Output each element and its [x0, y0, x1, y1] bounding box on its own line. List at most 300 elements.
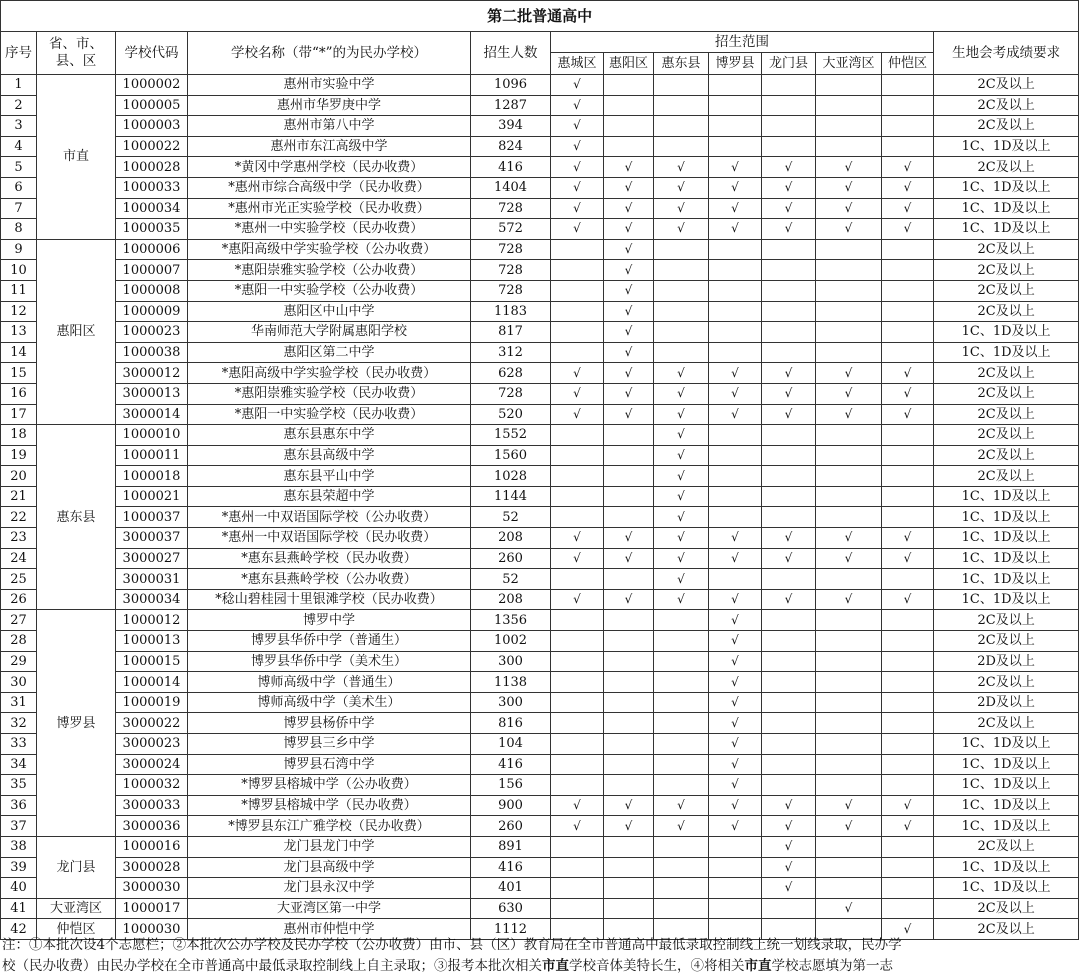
- check-mark-icon: √: [573, 77, 581, 92]
- scope-cell: [654, 795, 709, 816]
- code-cell: 1000002: [116, 75, 188, 96]
- scope-cell: [762, 239, 816, 260]
- scope-cell: [882, 301, 934, 322]
- header-enroll: 招生人数: [471, 32, 551, 75]
- seq-cell: 37: [1, 816, 37, 837]
- seq-cell: 21: [1, 486, 37, 507]
- scope-cell: [709, 857, 762, 878]
- table-row: [1, 486, 1079, 507]
- table-row: [1, 280, 1079, 301]
- scope-cell: [882, 589, 934, 610]
- check-mark-icon: √: [844, 200, 853, 215]
- code-cell: 1000023: [116, 322, 188, 343]
- table-row: [1, 651, 1079, 672]
- enroll-cell: 1560: [471, 445, 551, 466]
- check-mark-icon: √: [573, 221, 581, 236]
- seq-cell: 30: [1, 672, 37, 693]
- scope-cell: [709, 651, 762, 672]
- table-row: [1, 816, 1079, 837]
- enroll-cell: 416: [471, 754, 551, 775]
- code-cell: 1000033: [116, 177, 188, 198]
- school-name-cell: *惠阳崇雅实验学校（民办收费）: [188, 383, 471, 404]
- scope-cell: [604, 198, 654, 219]
- seq-cell: 7: [1, 198, 37, 219]
- scope-col-header: 惠东县: [654, 53, 709, 75]
- seq-cell: 41: [1, 898, 37, 919]
- scope-cell: [604, 157, 654, 178]
- scope-cell: [762, 198, 816, 219]
- enroll-cell: 628: [471, 363, 551, 384]
- check-mark-icon: √: [677, 571, 685, 586]
- scope-cell: [882, 95, 934, 116]
- scope-cell: [709, 136, 762, 157]
- school-name-cell: *惠阳高级中学实验学校（民办收费）: [188, 363, 471, 384]
- scope-cell: [762, 878, 816, 899]
- scope-cell: [654, 75, 709, 96]
- check-mark-icon: √: [731, 736, 739, 751]
- check-mark-icon: √: [731, 695, 739, 710]
- scope-cell: [762, 280, 816, 301]
- scope-cell: [882, 692, 934, 713]
- scope-cell: [654, 342, 709, 363]
- school-name-cell: 惠州市第八中学: [188, 116, 471, 137]
- requirement-cell: 2C及以上: [934, 919, 1079, 940]
- scope-cell: [654, 280, 709, 301]
- school-name-cell: 惠州市仲恺中学: [188, 919, 471, 940]
- scope-cell: [882, 157, 934, 178]
- scope-cell: [882, 651, 934, 672]
- check-mark-icon: √: [731, 777, 739, 792]
- scope-cell: [551, 795, 604, 816]
- scope-cell: [551, 383, 604, 404]
- enroll-cell: 104: [471, 734, 551, 755]
- seq-cell: 26: [1, 589, 37, 610]
- scope-cell: [762, 136, 816, 157]
- scope-cell: [816, 569, 882, 590]
- scope-col-header: 大亚湾区: [816, 53, 882, 75]
- table-row: [1, 734, 1079, 755]
- enroll-cell: 1552: [471, 425, 551, 446]
- check-mark-icon: √: [624, 324, 633, 339]
- school-name-cell: 惠州市东江高级中学: [188, 136, 471, 157]
- requirement-cell: 2C及以上: [934, 898, 1079, 919]
- seq-cell: 12: [1, 301, 37, 322]
- header-name: 学校名称（带“*”的为民办学校）: [188, 32, 471, 75]
- check-mark-icon: √: [624, 530, 633, 545]
- check-mark-icon: √: [573, 406, 581, 421]
- code-cell: 1000008: [116, 280, 188, 301]
- check-mark-icon: √: [624, 283, 633, 298]
- scope-cell: [762, 672, 816, 693]
- school-name-cell: 惠东县惠东中学: [188, 425, 471, 446]
- scope-cell: [551, 177, 604, 198]
- scope-cell: [654, 239, 709, 260]
- scope-cell: [762, 754, 816, 775]
- check-mark-icon: √: [573, 530, 581, 545]
- scope-cell: [654, 363, 709, 384]
- check-mark-icon: √: [844, 798, 853, 813]
- table-row: [1, 672, 1079, 693]
- scope-cell: [882, 486, 934, 507]
- scope-cell: [604, 466, 654, 487]
- scope-cell: [762, 548, 816, 569]
- requirement-cell: 2C及以上: [934, 610, 1079, 631]
- scope-cell: [816, 116, 882, 137]
- scope-cell: [709, 363, 762, 384]
- check-mark-icon: √: [573, 159, 581, 174]
- check-mark-icon: √: [624, 200, 633, 215]
- scope-cell: [551, 157, 604, 178]
- seq-cell: 20: [1, 466, 37, 487]
- school-name-cell: *稔山碧桂园十里银滩学校（民办收费）: [188, 589, 471, 610]
- scope-cell: [882, 363, 934, 384]
- scope-cell: [882, 198, 934, 219]
- scope-cell: [604, 734, 654, 755]
- scope-cell: [816, 177, 882, 198]
- scope-cell: [816, 857, 882, 878]
- requirement-cell: 2C及以上: [934, 260, 1079, 281]
- scope-cell: [551, 836, 604, 857]
- table-row: [1, 219, 1079, 240]
- scope-cell: [762, 383, 816, 404]
- scope-cell: [762, 734, 816, 755]
- school-name-cell: 博罗县华侨中学（美术生）: [188, 651, 471, 672]
- scope-cell: [709, 198, 762, 219]
- scope-cell: [882, 322, 934, 343]
- enroll-cell: 1356: [471, 610, 551, 631]
- scope-cell: [654, 878, 709, 899]
- enroll-cell: 394: [471, 116, 551, 137]
- check-mark-icon: √: [573, 200, 581, 215]
- scope-cell: [604, 177, 654, 198]
- check-mark-icon: √: [573, 97, 581, 112]
- scope-cell: [709, 836, 762, 857]
- seq-cell: 2: [1, 95, 37, 116]
- enroll-cell: 156: [471, 775, 551, 796]
- enroll-cell: 260: [471, 548, 551, 569]
- table-row: [1, 445, 1079, 466]
- scope-cell: [762, 692, 816, 713]
- scope-cell: [882, 507, 934, 528]
- code-cell: 1000010: [116, 425, 188, 446]
- enroll-cell: 520: [471, 404, 551, 425]
- scope-cell: [709, 795, 762, 816]
- code-cell: 3000014: [116, 404, 188, 425]
- scope-cell: [551, 775, 604, 796]
- school-name-cell: 龙门县永汉中学: [188, 878, 471, 899]
- scope-cell: [816, 713, 882, 734]
- table-row: [1, 692, 1079, 713]
- scope-cell: [762, 569, 816, 590]
- scope-cell: [816, 486, 882, 507]
- seq-cell: 16: [1, 383, 37, 404]
- scope-cell: [551, 692, 604, 713]
- scope-cell: [551, 322, 604, 343]
- school-name-cell: *惠州一中实验学校（民办收费）: [188, 219, 471, 240]
- scope-cell: [551, 816, 604, 837]
- scope-cell: [816, 219, 882, 240]
- check-mark-icon: √: [784, 859, 793, 874]
- scope-cell: [551, 301, 604, 322]
- scope-cell: [604, 692, 654, 713]
- scope-cell: [816, 754, 882, 775]
- requirement-cell: 1C、1D及以上: [934, 589, 1079, 610]
- seq-cell: 23: [1, 528, 37, 549]
- seq-cell: 19: [1, 445, 37, 466]
- scope-cell: [762, 260, 816, 281]
- table-row: [1, 836, 1079, 857]
- enroll-cell: 52: [471, 507, 551, 528]
- school-name-cell: *惠阳高级中学实验学校（公办收费）: [188, 239, 471, 260]
- scope-cell: [709, 95, 762, 116]
- school-name-cell: *黄冈中学惠州学校（民办收费）: [188, 157, 471, 178]
- requirement-cell: 2C及以上: [934, 672, 1079, 693]
- code-cell: 1000013: [116, 631, 188, 652]
- school-name-cell: 博罗县石湾中学: [188, 754, 471, 775]
- requirement-cell: 2C及以上: [934, 239, 1079, 260]
- scope-cell: [654, 857, 709, 878]
- scope-cell: [816, 507, 882, 528]
- seq-cell: 24: [1, 548, 37, 569]
- enroll-cell: 401: [471, 878, 551, 899]
- scope-cell: [762, 177, 816, 198]
- scope-cell: [709, 75, 762, 96]
- scope-cell: [709, 878, 762, 899]
- scope-cell: [709, 528, 762, 549]
- region-cell: 惠阳区: [37, 239, 116, 424]
- scope-cell: [816, 631, 882, 652]
- scope-cell: [709, 239, 762, 260]
- scope-cell: [604, 425, 654, 446]
- check-mark-icon: √: [903, 159, 912, 174]
- scope-cell: [816, 95, 882, 116]
- enroll-cell: 52: [471, 569, 551, 590]
- school-name-cell: 博罗中学: [188, 610, 471, 631]
- seq-cell: 34: [1, 754, 37, 775]
- check-mark-icon: √: [844, 180, 853, 195]
- seq-cell: 35: [1, 775, 37, 796]
- check-mark-icon: √: [573, 592, 581, 607]
- scope-cell: [551, 507, 604, 528]
- scope-cell: [709, 692, 762, 713]
- code-cell: 1000003: [116, 116, 188, 137]
- check-mark-icon: √: [624, 262, 633, 277]
- check-mark-icon: √: [731, 818, 739, 833]
- seq-cell: 14: [1, 342, 37, 363]
- school-name-cell: *惠州市综合高级中学（民办收费）: [188, 177, 471, 198]
- scope-cell: [762, 322, 816, 343]
- scope-cell: [604, 301, 654, 322]
- header-scope: 招生范围: [551, 32, 934, 53]
- code-cell: 1000006: [116, 239, 188, 260]
- check-mark-icon: √: [784, 798, 793, 813]
- code-cell: 3000024: [116, 754, 188, 775]
- scope-cell: [709, 754, 762, 775]
- footnote-bold-b: 市直: [744, 958, 772, 974]
- check-mark-icon: √: [624, 180, 633, 195]
- table-row: [1, 157, 1079, 178]
- enroll-cell: 208: [471, 589, 551, 610]
- seq-cell: 38: [1, 836, 37, 857]
- scope-cell: [654, 260, 709, 281]
- scope-cell: [762, 507, 816, 528]
- school-name-cell: *惠州一中双语国际学校（公办收费）: [188, 507, 471, 528]
- scope-cell: [816, 466, 882, 487]
- table-row: [1, 713, 1079, 734]
- scope-cell: [604, 280, 654, 301]
- scope-cell: [551, 672, 604, 693]
- scope-cell: [816, 383, 882, 404]
- table-row: [1, 548, 1079, 569]
- check-mark-icon: √: [624, 345, 633, 360]
- check-mark-icon: √: [677, 221, 685, 236]
- seq-cell: 18: [1, 425, 37, 446]
- requirement-cell: 2C及以上: [934, 404, 1079, 425]
- region-cell: 惠东县: [37, 425, 116, 610]
- requirement-cell: 1C、1D及以上: [934, 507, 1079, 528]
- scope-cell: [762, 301, 816, 322]
- check-mark-icon: √: [731, 180, 739, 195]
- requirement-cell: 2D及以上: [934, 692, 1079, 713]
- table-row: [1, 857, 1079, 878]
- region-cell: 龙门县: [37, 836, 116, 898]
- enroll-cell: 208: [471, 528, 551, 549]
- scope-cell: [709, 672, 762, 693]
- check-mark-icon: √: [573, 550, 581, 565]
- scope-cell: [654, 734, 709, 755]
- school-name-cell: 惠阳区第二中学: [188, 342, 471, 363]
- table-row: [1, 342, 1079, 363]
- enroll-cell: 1002: [471, 631, 551, 652]
- scope-cell: [816, 322, 882, 343]
- code-cell: 3000028: [116, 857, 188, 878]
- enroll-cell: 1183: [471, 301, 551, 322]
- enroll-cell: 416: [471, 857, 551, 878]
- check-mark-icon: √: [903, 180, 912, 195]
- scope-cell: [604, 486, 654, 507]
- scope-cell: [762, 445, 816, 466]
- table-row: [1, 528, 1079, 549]
- check-mark-icon: √: [903, 798, 912, 813]
- scope-cell: [816, 301, 882, 322]
- scope-cell: [816, 589, 882, 610]
- scope-cell: [604, 857, 654, 878]
- scope-cell: [816, 836, 882, 857]
- requirement-cell: 1C、1D及以上: [934, 548, 1079, 569]
- scope-cell: [654, 95, 709, 116]
- check-mark-icon: √: [903, 921, 912, 936]
- scope-cell: [709, 157, 762, 178]
- requirement-cell: 1C、1D及以上: [934, 528, 1079, 549]
- seq-cell: 29: [1, 651, 37, 672]
- scope-cell: [604, 445, 654, 466]
- check-mark-icon: √: [624, 798, 633, 813]
- scope-cell: [709, 610, 762, 631]
- scope-cell: [882, 610, 934, 631]
- scope-cell: [551, 280, 604, 301]
- scope-cell: [551, 569, 604, 590]
- table-row: [1, 610, 1079, 631]
- scope-cell: [762, 342, 816, 363]
- scope-cell: [882, 177, 934, 198]
- scope-cell: [604, 528, 654, 549]
- scope-cell: [551, 589, 604, 610]
- check-mark-icon: √: [784, 365, 793, 380]
- scope-cell: [762, 836, 816, 857]
- scope-cell: [762, 95, 816, 116]
- scope-cell: [654, 775, 709, 796]
- seq-cell: 32: [1, 713, 37, 734]
- seq-cell: 33: [1, 734, 37, 755]
- scope-cell: [882, 466, 934, 487]
- scope-cell: [551, 363, 604, 384]
- seq-cell: 11: [1, 280, 37, 301]
- enroll-cell: 816: [471, 713, 551, 734]
- scope-cell: [762, 775, 816, 796]
- code-cell: 3000036: [116, 816, 188, 837]
- scope-cell: [882, 239, 934, 260]
- scope-cell: [709, 507, 762, 528]
- scope-cell: [604, 75, 654, 96]
- check-mark-icon: √: [573, 818, 581, 833]
- check-mark-icon: √: [731, 365, 739, 380]
- scope-cell: [709, 589, 762, 610]
- seq-cell: 22: [1, 507, 37, 528]
- check-mark-icon: √: [844, 365, 853, 380]
- scope-cell: [882, 425, 934, 446]
- scope-cell: [654, 507, 709, 528]
- code-cell: 1000030: [116, 919, 188, 940]
- scope-cell: [762, 219, 816, 240]
- code-cell: 1000019: [116, 692, 188, 713]
- scope-cell: [654, 692, 709, 713]
- seq-cell: 25: [1, 569, 37, 590]
- scope-cell: [882, 754, 934, 775]
- scope-cell: [551, 486, 604, 507]
- scope-cell: [709, 569, 762, 590]
- requirement-cell: 1C、1D及以上: [934, 775, 1079, 796]
- code-cell: 1000034: [116, 198, 188, 219]
- seq-cell: 27: [1, 610, 37, 631]
- scope-cell: [882, 219, 934, 240]
- check-mark-icon: √: [624, 221, 633, 236]
- scope-cell: [816, 734, 882, 755]
- check-mark-icon: √: [784, 221, 793, 236]
- check-mark-icon: √: [677, 180, 685, 195]
- scope-cell: [604, 754, 654, 775]
- check-mark-icon: √: [624, 242, 633, 257]
- scope-cell: [604, 322, 654, 343]
- scope-cell: [604, 631, 654, 652]
- scope-cell: [709, 260, 762, 281]
- requirement-cell: 2C及以上: [934, 157, 1079, 178]
- scope-cell: [604, 383, 654, 404]
- scope-cell: [882, 795, 934, 816]
- scope-cell: [551, 136, 604, 157]
- enroll-cell: 1287: [471, 95, 551, 116]
- scope-col-header: 博罗县: [709, 53, 762, 75]
- scope-cell: [762, 795, 816, 816]
- requirement-cell: 2C及以上: [934, 445, 1079, 466]
- code-cell: 3000031: [116, 569, 188, 590]
- scope-cell: [551, 857, 604, 878]
- scope-cell: [882, 775, 934, 796]
- seq-cell: 8: [1, 219, 37, 240]
- check-mark-icon: √: [903, 365, 912, 380]
- school-name-cell: *惠州市光正实验学校（民办收费）: [188, 198, 471, 219]
- check-mark-icon: √: [573, 798, 581, 813]
- check-mark-icon: √: [677, 159, 685, 174]
